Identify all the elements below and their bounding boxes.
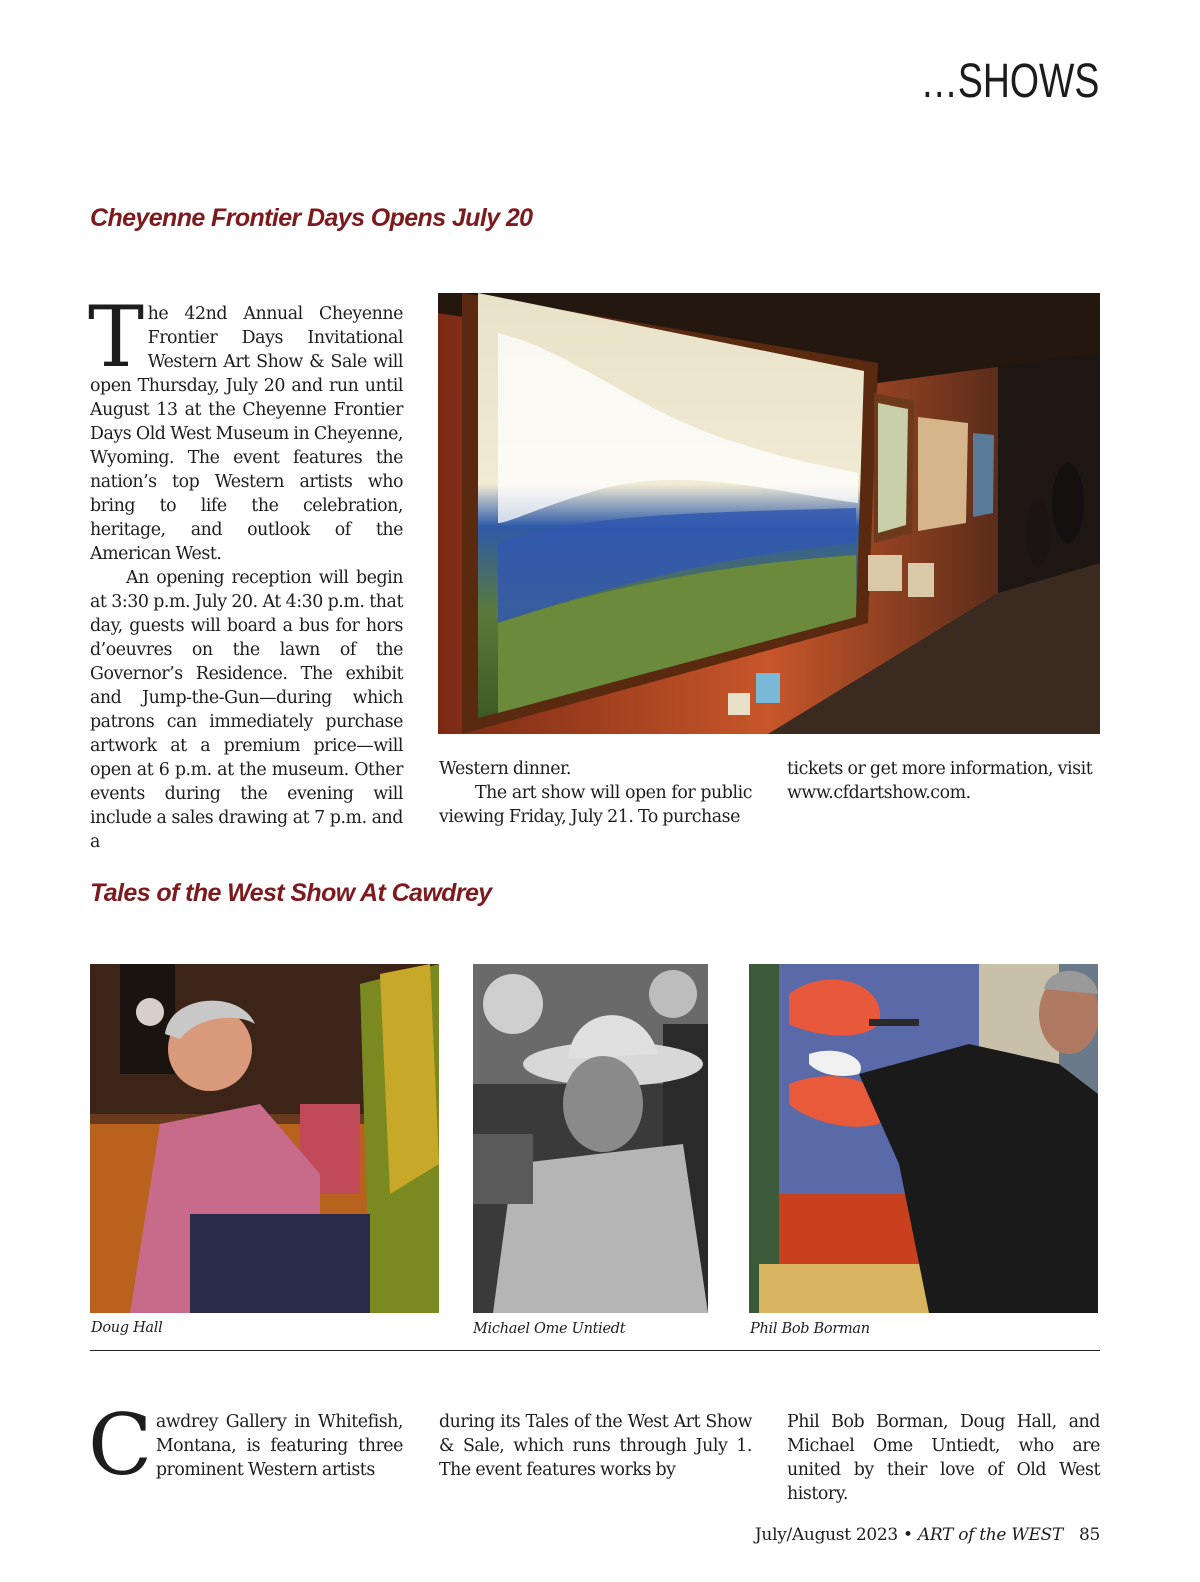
footer-issue: July/August 2023 • [754,1525,918,1545]
michael-ome-untiedt-photo [473,964,708,1313]
article1-col3-text: tickets or get more information, visit www.cfdartshow.com. [787,759,1093,803]
article2-headline: Tales of the West Show At Cawdrey [90,879,492,907]
article1-para1: he 42nd Annual Cheyenne Frontier Days Invitational Western Art Show & Sale will open Thursday, July 20 and run until August 13 at the Cheyenne Frontier Days Old West Museum in Cheyenne, Wyoming. The event features the nation’s top Western artists who bring to life the celebration, heritage, and outlook of the American West. [90,304,403,564]
article1-col2-para: The art show will open for public viewing Friday, July 21. To purchase [439,783,752,827]
article1-para2: An opening reception will begin at 3:30 p.m. July 20. At 4:30 p.m. that day, guests will board a bus for hors d’oeuvres on the lawn of the Governor’s Residence. The exhibit and Jump-the-Gun—during which patrons can immediately purchase artwork at a premium price—will open at 6 p.m. at the museum. Other events during the evening will include a sales drawing at 7 p.m. and a [90,568,403,852]
article1-dropcap: T [88,288,144,386]
article2-column-2 [439,1410,752,1482]
article1-column-3 [787,757,1100,805]
doug-hall-photo [90,964,439,1313]
caption-doug-hall: Doug Hall [91,1320,163,1336]
article1-column-1 [88,288,403,854]
section-label: …SHOWS [920,55,1099,108]
phil-bob-borman-photo [749,964,1098,1313]
page-number: 85 [1078,1525,1100,1545]
caption-michael-ome-untiedt: Michael Ome Untiedt [473,1321,626,1337]
article2-col2-text: during its Tales of the West Art Show & Sale, which runs through July 1. The event features works by [439,1412,752,1480]
article2-dropcap: C [88,1396,152,1494]
gallery-painting-photo [438,293,1100,734]
footer-magazine: ART of the WEST [917,1525,1063,1545]
section-divider [90,1350,1100,1351]
article2-col1-text: awdrey Gallery in Whitefish, Montana, is featuring three prominent Western artists [155,1412,403,1480]
article2-col3-text: Phil Bob Borman, Doug Hall, and Michael Ome Untiedt, who are united by their love of Old West history. [787,1412,1100,1504]
article1-column-2 [439,757,752,829]
article1-col2-line: Western dinner. [439,759,572,779]
caption-phil-bob-borman: Phil Bob Borman [750,1321,870,1337]
page-footer [755,1525,1100,1545]
article2-column-1 [88,1396,403,1494]
article1-headline: Cheyenne Frontier Days Opens July 20 [90,204,533,232]
article2-column-3 [787,1410,1100,1506]
